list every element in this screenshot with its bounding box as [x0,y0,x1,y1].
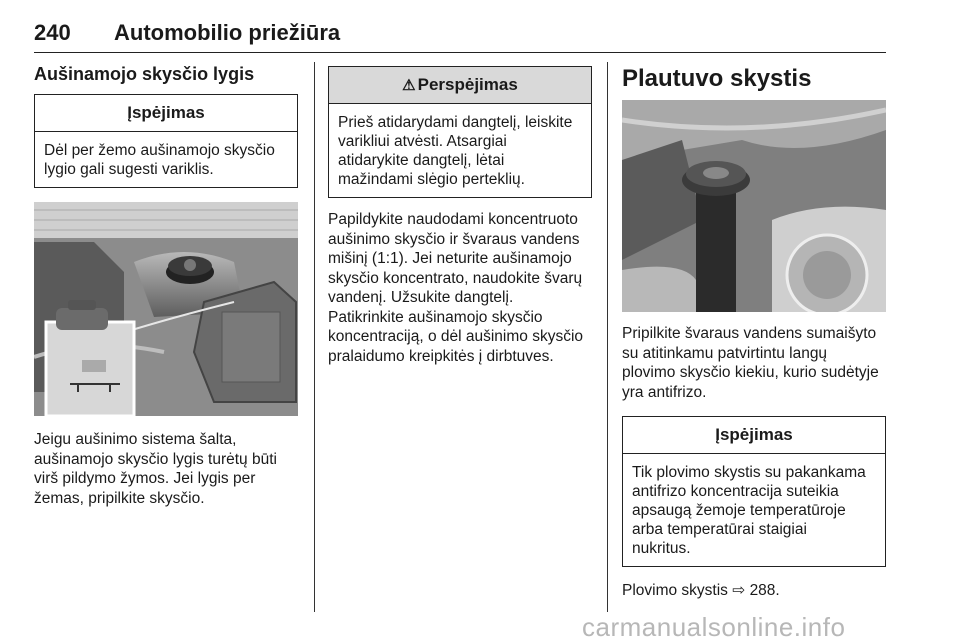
warning-box [328,66,592,198]
warning-triangle-icon: ⚠ [402,77,416,94]
coolant-reservoir-photo [34,202,298,416]
page-header [34,18,886,53]
column-divider [314,62,315,612]
notice-box [34,94,298,188]
arrow-right-icon: ⇨ [732,582,746,599]
page-number: 240 [34,20,71,45]
notice-title: Įspėjimas [35,95,297,132]
refill-paragraph: Papildykite naudodami koncentruoto aušinimo skysčio ir švaraus vandens mišinį (1:1). Jei neturite aušinamojo skysčio koncentrato, naudokite švarų vandenį. Užsukite dangtelį. Patikrinkite aušinamojo skysčio koncentraciją, o dėl aušinimo skysčio pralaidumo kreipkitės į dirbtuves. [328,211,584,365]
column-divider [607,62,608,612]
reference-page-link[interactable]: 288. [749,582,780,599]
section-title: Plautuvo skystis [622,65,812,92]
warning-title: ⚠ Perspėjimas [329,67,591,104]
chapter-title: Automobilio priežiūra [114,20,341,45]
warning-text: Prieš atidarydami dangtelį, leiskite varikliui atvėsti. Atsargiai atidarykite dangtelį, lėtai mažindami slėgio perteklių. [338,114,573,188]
notice-text: Dėl per žemo aušinamojo skysčio lygio gali sugesti variklis. [44,142,275,178]
page-reference [622,581,886,601]
coolant-reservoir-illustration [34,202,298,416]
reference-text: Plovimo skystis [622,582,728,599]
notice-box [622,416,886,567]
column-coolant-level [34,62,298,508]
column-coolant-warning [328,62,592,366]
washer-paragraph: Pripilkite švaraus vandens sumaišyto su atitinkamu patvirtintu langų plovimo skysčio kiekiu, kurio sudėtyje yra antifrizo. [622,325,879,401]
section-title: Aušinamojo skysčio lygis [34,64,255,84]
notice-text: Tik plovimo skystis su pakankama antifrizo koncentracija suteikia apsaugą žemoje temperatūroje arba temperatūrai staigiai nukritus. [632,464,866,557]
washer-reservoir-illustration [622,100,886,312]
watermark: carmanualsonline.info [582,612,846,642]
notice-title: Įspėjimas [623,417,885,454]
column-washer-fluid [622,62,886,601]
coolant-paragraph: Jeigu aušinimo sistema šalta, aušinamojo skysčio lygis turėtų būti virš pildymo žymos. Jei lygis per žemas, pripilkite skysčio. [34,431,277,507]
washer-reservoir-photo [622,100,886,312]
